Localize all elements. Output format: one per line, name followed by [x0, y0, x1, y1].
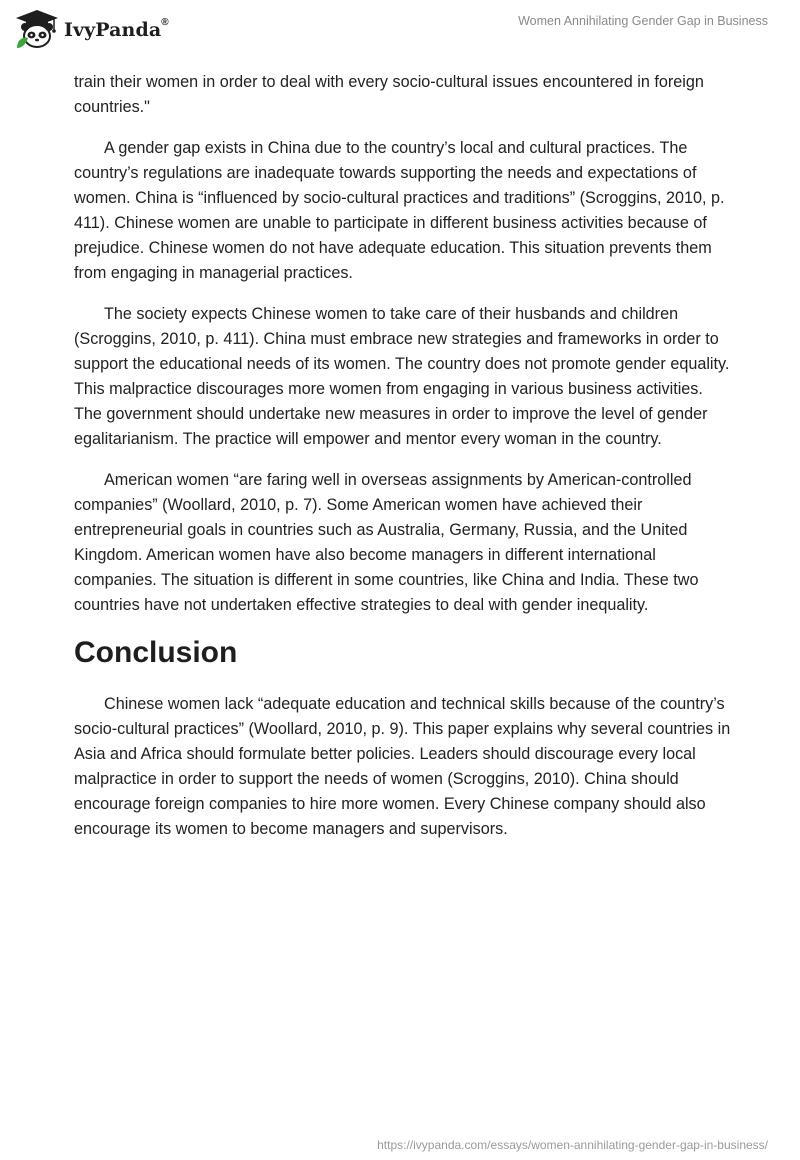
- paragraph-society-expectations: The society expects Chinese women to take care of their husbands and children (Scroggins, 2010, p. 411). China must embrace new strategies and frameworks in order to support the educational needs of its women. The country does not promote gender equality. This malpractice discourages more women from engaging in various business activities. The government should undertake new measures in order to improve the level of gender egalitarianism. The practice will empower and mentor every woman in the country.: [74, 305, 730, 448]
- paragraph-china-gender-gap: A gender gap exists in China due to the country’s local and cultural practices. The country’s regulations are inadequate towards supporting the needs and expectations of women. China is “influenced by socio-cultural practices and traditions” (Scroggins, 2010, p. 411). Chinese women are unable to participate in different business activities because of prejudice. Chinese women do not have adequate education. This situation prevents them from engaging in managerial practices.: [74, 139, 725, 282]
- paragraph-conclusion: Chinese women lack “adequate education and technical skills because of the country’s socio-cultural practices” (Woollard, 2010, p. 9). This paper explains why several countries in Asia and Africa should formulate better policies. Leaders should discourage every local malpractice in order to support the needs of women (Scroggins, 2010). China should encourage foreign companies to hire more women. Every Chinese company should also encourage its women to become managers and supervisors.: [74, 695, 731, 838]
- running-title: Women Annihilating Gender Gap in Business: [518, 14, 768, 28]
- panda-graduate-icon: [14, 8, 60, 52]
- essay-body: [74, 70, 734, 858]
- paragraph-american-women: American women “are faring well in overseas assignments by American-controlled companies” (Woollard, 2010, p. 7). Some American women have achieved their entrepreneurial goals in countries such as Australia, Germany, Russia, and the United Kingdom. American women have also become managers in different international companies. The situation is different in some countries, like China and India. These two countries have not undertaken effective strategies to deal with gender inequality.: [74, 471, 699, 614]
- section-heading-conclusion: Conclusion: [74, 636, 238, 669]
- source-url-link[interactable]: https://ivypanda.com/essays/women-annihilating-gender-gap-in-business/: [377, 1138, 768, 1152]
- logo-text: IvyPanda: [64, 19, 162, 41]
- page-header: [0, 0, 800, 70]
- ivypanda-logo[interactable]: [14, 8, 169, 52]
- paragraph-continuation: train their women in order to deal with every socio-cultural issues encountered in foreign countries.": [74, 73, 704, 116]
- registered-mark: ®: [161, 17, 169, 28]
- logo-wordmark: [64, 19, 169, 41]
